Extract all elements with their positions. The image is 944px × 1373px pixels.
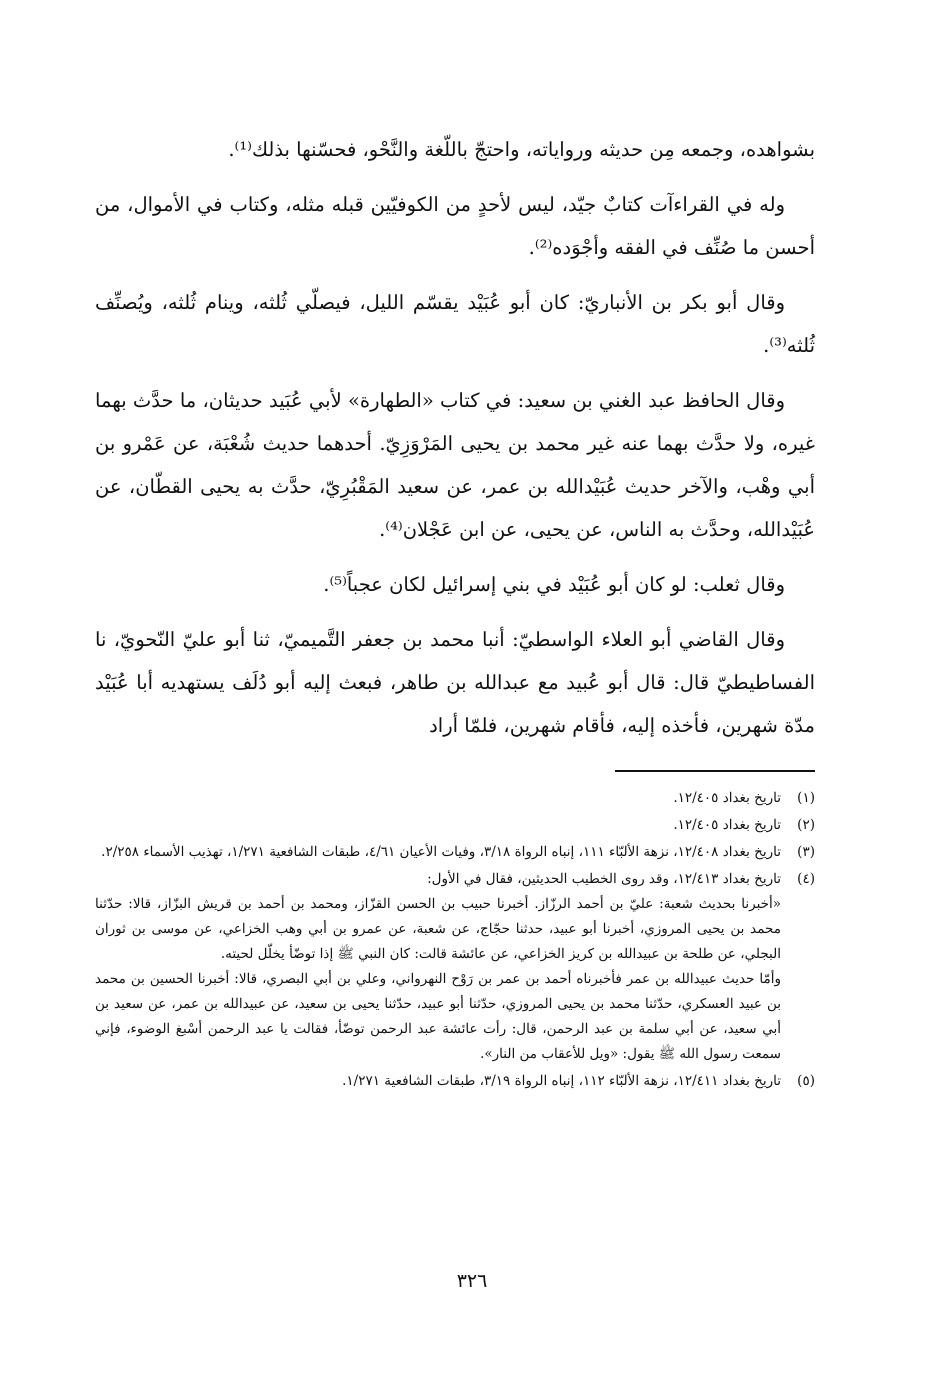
footnote-text <box>95 813 781 838</box>
footnote-line: تاريخ بغداد ١٢/٤٠٥. <box>673 817 781 833</box>
paragraph-2: وله في القراءآت كتابٌ جيّد، ليس لأحدٍ من الكوفيّين قبله مثله، وكتاب في الأموال، من أحسن ما صُنِّف في الفقه وأجْوَده⁽²⁾. <box>95 193 815 259</box>
footnote-4 <box>95 867 815 1067</box>
footnote-line: تاريخ بغداد ١٢/٤١٣، وقد روى الخطيب الحديثين، فقال في الأول: <box>427 871 781 887</box>
paragraph-4: وقال الحافظ عبد الغني بن سعيد: في كتاب «الطهارة» لأبي عُبَيد حديثان، ما حدَّث بهما غيره، ولا حدَّث بهما عنه غير محمد بن يحيى المَرْوَزِيّ. أحدهما حديث شُعْبَة، عن عَمْرو بن أبي وهْب، والآخر حديث عُبَيْدالله بن عمر، عن سعيد المَقْبُرِيّ، حدَّث به يحيى القطّان، عن عُبَيْدالله، وحدَّث به الناس، عن يحيى، عن ابن عَجْلان⁽⁴⁾. <box>95 389 815 541</box>
footnote-number: (٢) <box>797 817 815 833</box>
footnote-line: تاريخ بغداد ١٢/٤٠٨، نزهة الألبّاء ١١١، إنباه الرواة ٣/١٨، وفيات الأعيان ٤/٦١، طبقات الشافعية ١/٢٧١، تهذيب الأسماء ٢/٢٥٨. <box>101 844 781 860</box>
paragraph-1: بشواهده، وجمعه مِن حديثه ورواياته، واحتجّ باللّغة والنَّحْو، فحسّنها بذلك⁽¹⁾. <box>228 138 815 161</box>
footnote-text <box>95 840 781 865</box>
paragraph-3: وقال أبو بكر بن الأنباريّ: كان أبو عُبَيْد يقسّم الليل، فيصلّي ثُلثه، وينام ثُلثه، ويُصنِّف ثُلثه⁽³⁾. <box>95 291 815 357</box>
footnote-number: (١) <box>797 790 815 806</box>
paragraph-6: وقال القاضي أبو العلاء الواسطيّ: أنبا محمد بن جعفر التَّميميّ، ثنا أبو عليّ النّحويّ، نا الفساطيطيّ قال: قال أبو عُبيد مع عبدالله بن طاهر، فبعث إليه أبو دُلَف يستهديه أبا عُبَيْد مدّة شهرين، فأخذه إليه، فأقام شهرين، فلمّا أراد <box>95 628 815 737</box>
footnote-2 <box>95 813 815 838</box>
page-number: ٣٢٦ <box>456 1270 488 1292</box>
footnote-line: وأمّا حديث عبيدالله بن عمر فأخبرناه أحمد بن عمر بن رَوْح النهرواني، وعلي بن أبي البصري، قالا: أخبرنا الحسين بن محمد بن عبيد العسكري، حدّثنا محمد بن يحيى المروزي، حدّثنا أبو عبيد، حدّثنا يحيى بن سعيد، عن عبيدالله بن عمر، عن سعيد بن أبي سعيد، عن أبي سلمة بن عبد الرحمن، قال: رأت عائشة عبد الرحمن توضّأ، فقالت يا عبد الرحمن أسْبغ الوضوء، فإني سمعت رسول الله ﷺ يقول: «ويل للأعقاب من النار». <box>95 971 781 1062</box>
footnotes <box>95 786 815 1096</box>
footnote-text <box>95 786 781 811</box>
main-text <box>95 128 815 759</box>
footnote-1 <box>95 786 815 811</box>
footnote-3 <box>95 840 815 865</box>
footnote-text <box>95 867 781 1067</box>
footnote-number: (٥) <box>797 1073 815 1089</box>
footnote-line: تاريخ بغداد ١٢/٤١١، نزهة الألبّاء ١١٢، إنباه الرواة ٣/١٩، طبقات الشافعية ١/٢٧١. <box>342 1073 781 1089</box>
footnote-line: «أخبرنا بحديث شعبة: عليّ بن أحمد الرزّاز. أخبرنا حبيب بن الحسن القزّاز، ومحمد بن أحمد بن قريش البزّاز، قالا: حدّثنا محمد بن يحيى المروزي، أخبرنا أبو عبيد، حدثنا حجّاج، عن شعبة، عن عمرو بن أبي وهب الخزاعي، عن موسى بن ثوران البجلي، عن طلحة بن عبيدالله بن كريز الخزاعي، عن عائشة قالت: كان النبي ﷺ إذا توضّأ يخلّل لحيته. <box>95 896 781 962</box>
footnote-number: (٣) <box>797 844 815 860</box>
paragraph-5: وقال ثعلب: لو كان أبو عُبَيْد في بني إسرائيل لكان عجباً⁽⁵⁾. <box>323 573 785 596</box>
footnote-5 <box>95 1069 815 1094</box>
footnote-text <box>95 1069 781 1094</box>
footnote-number: (٤) <box>797 871 815 887</box>
footnote-divider <box>615 770 815 772</box>
footnote-line: تاريخ بغداد ١٢/٤٠٥. <box>673 790 781 806</box>
